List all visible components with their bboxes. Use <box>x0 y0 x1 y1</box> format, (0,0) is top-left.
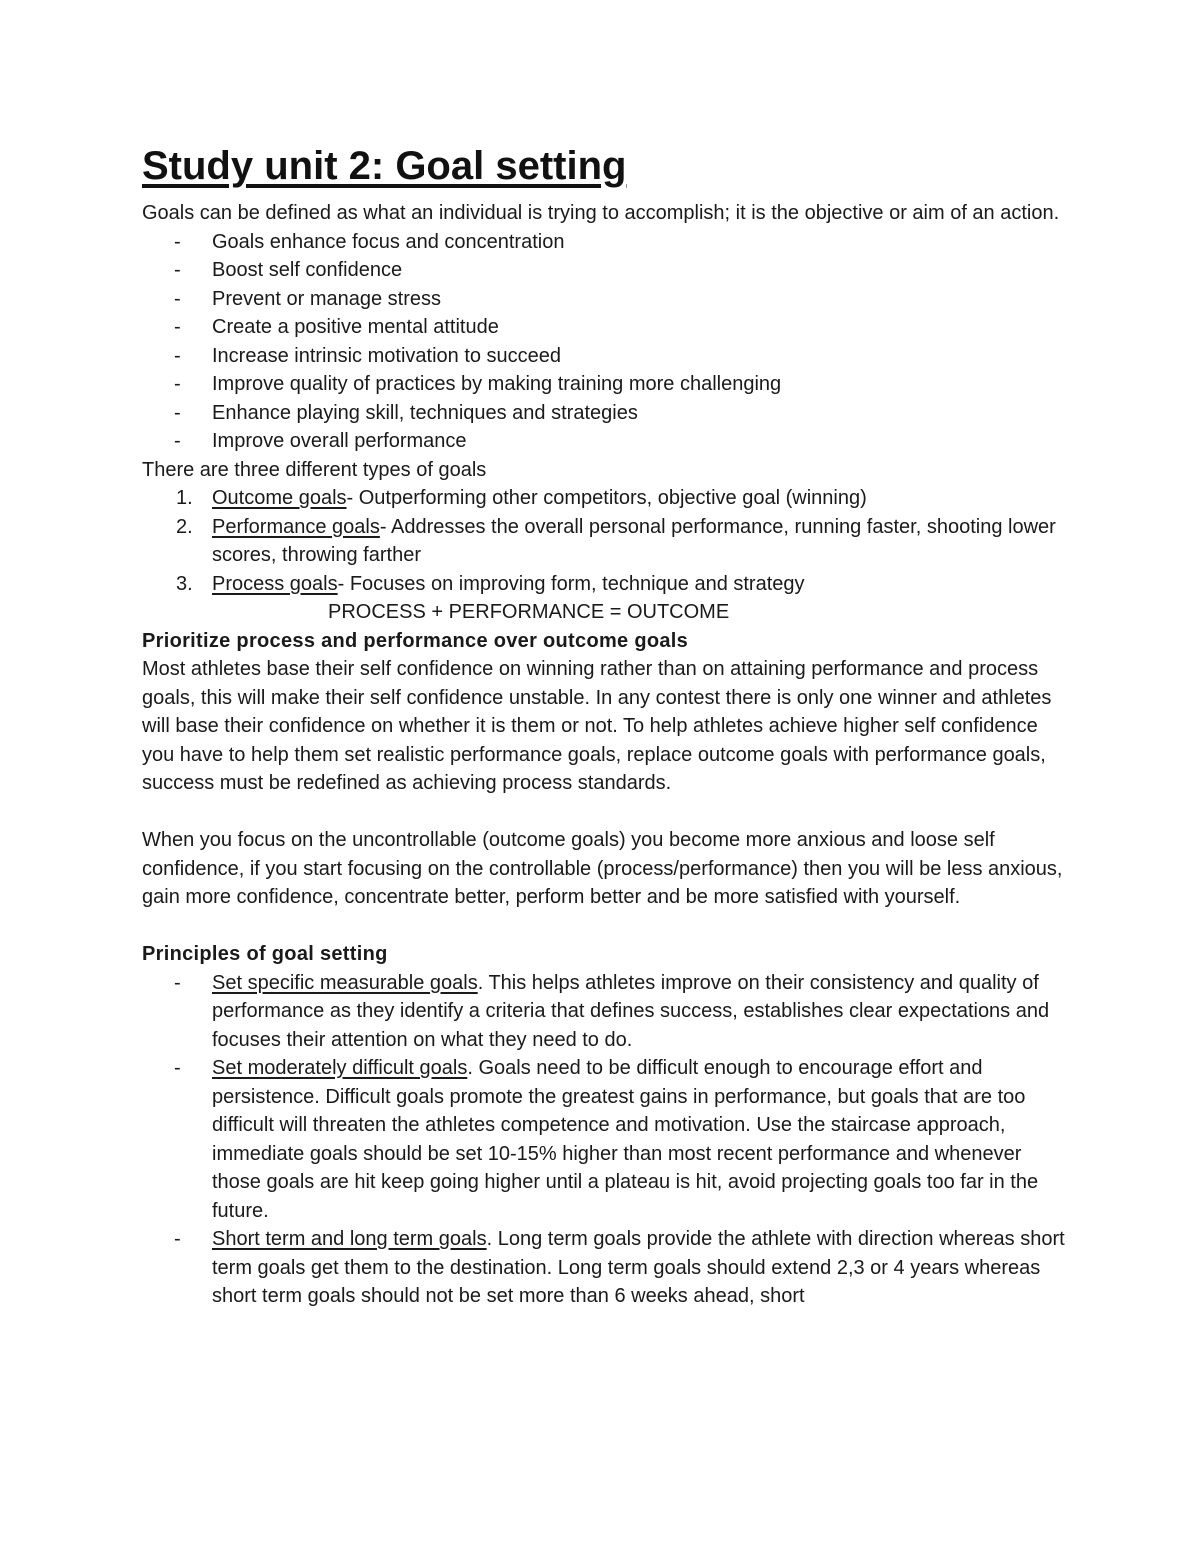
list-number: 2. <box>176 515 193 538</box>
list-item-text: Prevent or manage stress <box>212 287 441 310</box>
principle-item <box>142 969 1072 1055</box>
controllable-paragraph: When you focus on the uncontrollable (outcome goals) you become more anxious and loose self confidence, if you start focusing on the controllable (process/performance) then you will be less anxious, gain more confidence, concentrate better, perform better and be more satisfied with yourself. <box>142 829 1063 908</box>
paragraph-spacer <box>142 798 1072 827</box>
list-item-text: Goals enhance focus and concentration <box>212 230 565 253</box>
paragraph-spacer <box>142 912 1072 941</box>
document-content <box>142 141 1072 1311</box>
principles-list <box>142 969 1072 1311</box>
list-item <box>142 427 1072 456</box>
list-item <box>142 342 1072 371</box>
page-title: Study unit 2: Goal setting <box>142 144 627 188</box>
list-number: 3. <box>176 572 193 595</box>
list-item <box>142 313 1072 342</box>
dash-bullet: - <box>174 344 181 367</box>
dash-bullet: - <box>174 1228 181 1250</box>
intro-paragraph: Goals can be defined as what an individual is trying to accomplish; it is the objective or aim of an action. <box>142 202 1060 224</box>
principle-description: . This helps athletes improve on their consistency and quality of performance as they identify a criteria that defines success, establishes clear expectations and focuses their attention on what they need to do. <box>212 971 1050 1051</box>
list-item <box>142 228 1072 257</box>
list-item-text: Increase intrinsic motivation to succeed <box>212 344 562 367</box>
dash-bullet: - <box>174 316 181 338</box>
principle-description: . Goals need to be difficult enough to encourage effort and persistence. Difficult goals promote the greatest gains in performance, but goals that are too difficult will threaten the athletes competence and motivation. Use the staircase approach, immediate goals should be set 10-15% higher than most recent performance and whenever those goals are hit keep going higher until a plateau is hit, avoid projecting goals too far in the future. <box>212 1057 1039 1222</box>
list-item-text: Improve quality of practices by making training more challenging <box>212 373 782 395</box>
types-intro: There are three different types of goals <box>142 458 487 481</box>
principle-item <box>142 1225 1072 1311</box>
list-item <box>142 256 1072 285</box>
principle-term: Set specific measurable goals <box>212 971 478 994</box>
dash-bullet: - <box>174 259 181 281</box>
principle-term: Set moderately difficult goals <box>212 1057 468 1079</box>
principle-description: . Long term goals provide the athlete with direction whereas short term goals get them to the destination. Long term goals should extend 2,3 or 4 years whereas short term goals should not be set more than 6 weeks ahead, short <box>212 1228 1065 1307</box>
principle-item <box>142 1054 1072 1225</box>
goal-type-item <box>142 513 1072 570</box>
goal-type-description: - Focuses on improving form, technique and strategy <box>337 572 805 595</box>
goal-type-description: - Addresses the overall personal performance, running faster, shooting lower scores, throwing farther <box>212 515 1056 566</box>
dash-bullet: - <box>174 971 181 994</box>
dash-bullet: - <box>174 1057 181 1079</box>
list-item-text: Improve overall performance <box>212 430 467 452</box>
principle-term: Short term and long term goals <box>212 1228 487 1250</box>
goal-type-term: Performance goals <box>212 515 380 538</box>
list-item-text: Enhance playing skill, techniques and strategies <box>212 401 638 424</box>
goal-type-description: - Outperforming other competitors, objective goal (winning) <box>346 487 867 509</box>
list-item <box>142 399 1072 428</box>
goal-type-term: Process goals <box>212 572 338 595</box>
prioritize-paragraph: Most athletes base their self confidence on winning rather than on attaining performance and process goals, this will make their self confidence unstable. In any contest there is only one winner and athletes will base their confidence on whether it is them or not. To help athletes achieve higher self confidence you have to help them set realistic performance goals, replace outcome goals with performance goals, success must be redefined as achieving process standards. <box>142 658 1052 794</box>
principles-heading: Principles of goal setting <box>142 943 388 965</box>
dash-bullet: - <box>174 401 181 424</box>
list-item <box>142 285 1072 314</box>
goal-type-item <box>142 484 1072 513</box>
list-item-text: Create a positive mental attitude <box>212 316 499 338</box>
benefits-list <box>142 228 1072 456</box>
prioritize-heading: Prioritize process and performance over outcome goals <box>142 629 689 652</box>
list-number: 1. <box>176 487 193 509</box>
goal-type-term: Outcome goals <box>212 487 347 509</box>
dash-bullet: - <box>174 430 181 452</box>
goal-equation: PROCESS + PERFORMANCE = OUTCOME <box>328 601 730 623</box>
dash-bullet: - <box>174 287 181 310</box>
dash-bullet: - <box>174 230 181 253</box>
goal-types-list <box>142 484 1072 598</box>
dash-bullet: - <box>174 373 181 395</box>
list-item-text: Boost self confidence <box>212 259 403 281</box>
list-item <box>142 370 1072 399</box>
goal-type-item <box>142 570 1072 599</box>
